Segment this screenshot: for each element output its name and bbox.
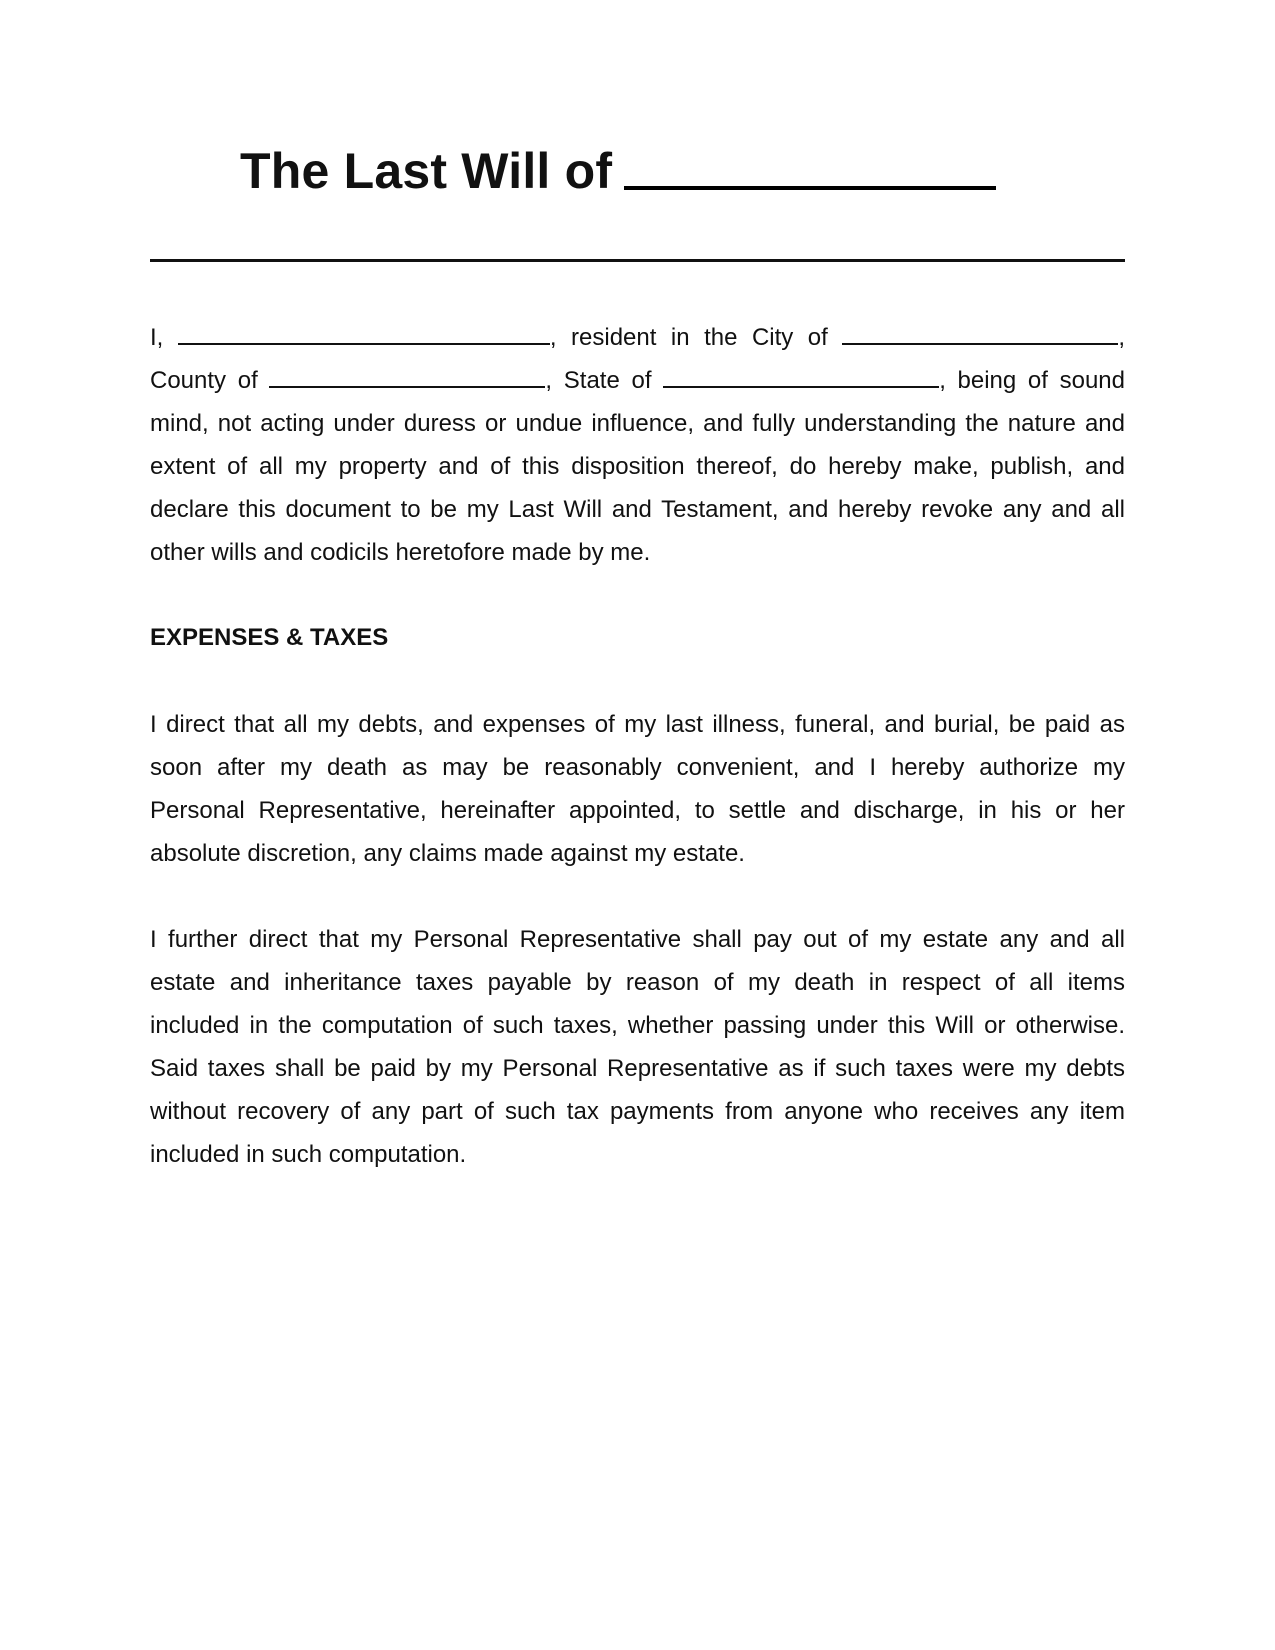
section-heading-expenses-taxes: EXPENSES & TAXES (150, 624, 389, 651)
paragraph-line: Personal Representative, hereinafter appointed, to settle and discharge, in his or her (150, 797, 1125, 824)
paragraph-line: I further direct that my Personal Representative shall pay out of my estate any and all (150, 926, 1125, 953)
intro-line: declare this document to be my Last Will and Testament, and hereby revoke any and all (150, 496, 1125, 523)
paragraph-line: soon after my death as may be reasonably convenient, and I hereby authorize my (150, 754, 1125, 781)
intro-text: , being of sound (939, 367, 1126, 394)
intro-text: County of (150, 367, 258, 394)
expenses-paragraph (150, 703, 1125, 875)
paragraph-line: Said taxes shall be paid by my Personal Representative as if such taxes were my debts (150, 1055, 1125, 1082)
city-blank[interactable] (842, 342, 1118, 345)
intro-text: I, (150, 324, 164, 351)
document-title (240, 143, 996, 199)
intro-line: other wills and codicils heretofore made by me. (150, 539, 651, 566)
state-blank[interactable] (663, 385, 939, 388)
intro-text: , resident in the City of (549, 324, 828, 351)
paragraph-line: included in the computation of such taxes, whether passing under this Will or otherwise. (150, 1012, 1125, 1039)
testator-name-blank[interactable] (624, 186, 996, 190)
title-divider (150, 259, 1125, 262)
intro-paragraph (150, 316, 1125, 574)
taxes-paragraph (150, 918, 1125, 1176)
intro-line-2 (150, 359, 1125, 402)
intro-line-1 (150, 316, 1125, 359)
intro-text: , State of (545, 367, 652, 394)
intro-line: extent of all my property and of this disposition thereof, do hereby make, publish, and (150, 453, 1125, 480)
title-text: The Last Will of (240, 143, 613, 199)
intro-text: , (1118, 324, 1126, 351)
name-blank[interactable] (178, 342, 550, 345)
paragraph-line: without recovery of any part of such tax payments from anyone who receives any item (150, 1098, 1125, 1125)
paragraph-line: absolute discretion, any claims made against my estate. (150, 840, 745, 867)
intro-line: mind, not acting under duress or undue influence, and fully understanding the nature and (150, 410, 1125, 437)
paragraph-line: I direct that all my debts, and expenses of my last illness, funeral, and burial, be paid as (150, 711, 1125, 738)
paragraph-line: estate and inheritance taxes payable by reason of my death in respect of all items (150, 969, 1125, 996)
paragraph-line: included in such computation. (150, 1141, 467, 1168)
county-blank[interactable] (269, 385, 545, 388)
